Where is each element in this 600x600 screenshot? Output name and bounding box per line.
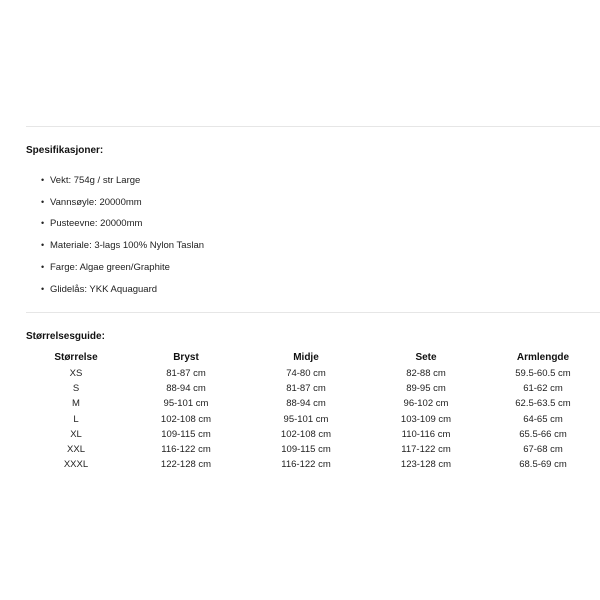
spec-text: Farge: Algae green/Graphite [50, 261, 170, 273]
size-guide-heading: Størrelsesguide: [26, 331, 105, 342]
spec-item [41, 213, 204, 235]
seat-cell: 103-109 cm [400, 413, 452, 425]
column-header-arm-length: Armlengde [516, 352, 570, 363]
waist-cell: 109-115 cm [281, 444, 331, 456]
spec-item [41, 257, 204, 279]
column-header-chest: Bryst [173, 352, 199, 363]
spec-text: Pusteevne: 20000mm [50, 218, 143, 230]
table-row [26, 366, 600, 381]
size-cell: S [72, 383, 80, 395]
waist-cell: 88-94 cm [286, 398, 326, 410]
chest-cell: 95-101 cm [163, 398, 209, 410]
column-header-waist: Midje [293, 352, 319, 363]
spec-item [41, 279, 204, 301]
waist-cell: 81-87 cm [286, 383, 326, 395]
waist-cell: 102-108 cm [280, 428, 332, 440]
table-row [26, 427, 600, 442]
bullet-icon: • [41, 218, 45, 229]
bullet-icon: • [41, 175, 45, 185]
waist-cell: 116-122 cm [281, 459, 331, 471]
arm-length-cell: 65.5-66 cm [519, 428, 567, 440]
section-divider [26, 312, 600, 313]
top-divider [26, 126, 600, 127]
waist-cell: 74-80 cm [286, 368, 326, 380]
spec-text: Materiale: 3-lags 100% Nylon Taslan [50, 240, 205, 252]
chest-cell: 102-108 cm [160, 413, 212, 425]
chest-cell: 116-122 cm [161, 444, 211, 456]
arm-length-cell: 64-65 cm [523, 413, 563, 425]
spec-item [41, 235, 204, 257]
arm-length-cell: 68.5-69 cm [519, 459, 567, 471]
size-guide-table [26, 349, 600, 472]
bullet-icon: • [41, 196, 45, 207]
seat-cell: 96-102 cm [403, 398, 449, 410]
bullet-icon: • [41, 261, 45, 272]
spec-text: Vannsøyle: 20000mm [50, 196, 142, 208]
seat-cell: 89-95 cm [406, 383, 446, 395]
bullet-icon: • [41, 283, 45, 294]
seat-cell: 117-122 cm [401, 444, 451, 456]
arm-length-cell: 67-68 cm [523, 444, 563, 456]
chest-cell: 109-115 cm [161, 428, 211, 440]
chest-cell: 81-87 cm [166, 368, 206, 380]
seat-cell: 82-88 cm [406, 368, 446, 380]
arm-length-cell: 61-62 cm [523, 383, 563, 395]
size-cell: XXXL [63, 459, 89, 471]
table-row [26, 396, 600, 411]
specs-heading: Spesifikasjoner: [26, 145, 104, 156]
spec-item [41, 170, 204, 192]
spec-list [41, 170, 204, 300]
size-cell: XXL [67, 444, 85, 456]
spec-text: Vekt: 754g / str Large [50, 175, 141, 186]
arm-length-cell: 59.5-60.5 cm [515, 368, 571, 380]
spec-item [41, 192, 204, 214]
seat-cell: 110-116 cm [401, 428, 451, 440]
size-cell: XL [70, 428, 82, 440]
table-row [26, 381, 600, 396]
column-header-seat: Sete [415, 352, 437, 363]
table-row [26, 412, 600, 427]
size-cell: L [73, 413, 79, 425]
table-row [26, 457, 600, 472]
table-row [26, 442, 600, 457]
size-cell: XS [69, 368, 83, 380]
bullet-icon: • [41, 240, 45, 251]
size-cell: M [72, 398, 80, 410]
seat-cell: 123-128 cm [400, 459, 452, 471]
waist-cell: 95-101 cm [283, 413, 329, 425]
spec-text: Glidelås: YKK Aquaguard [50, 283, 158, 295]
table-header-row [26, 349, 600, 366]
column-header-size: Størrelse [54, 352, 98, 363]
arm-length-cell: 62.5-63.5 cm [515, 398, 571, 410]
chest-cell: 88-94 cm [166, 383, 206, 395]
chest-cell: 122-128 cm [160, 459, 212, 471]
